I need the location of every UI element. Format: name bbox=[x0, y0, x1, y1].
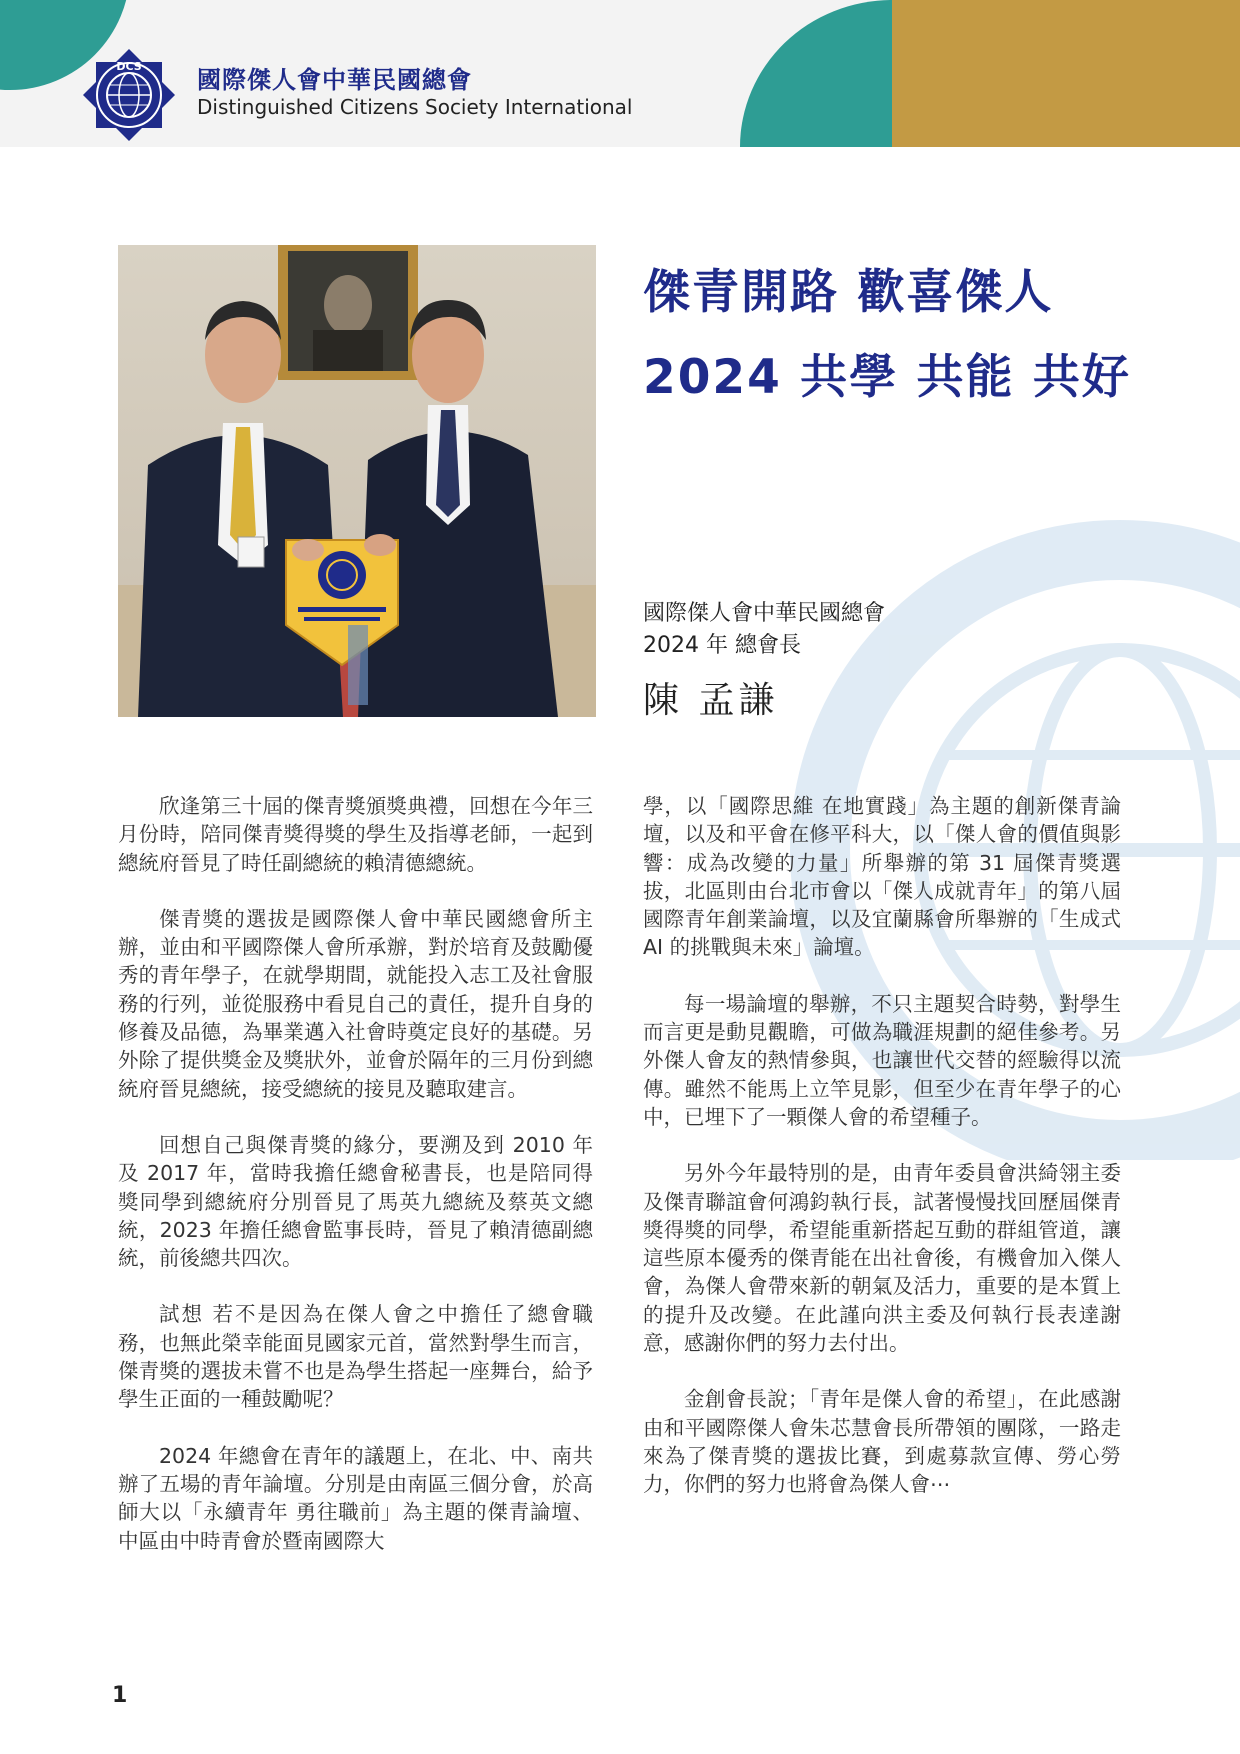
paragraph-continuation: 學，以「國際思維 在地實踐」為主題的創新傑青論壇，以及和平會在修平科大，以「傑人會的價值與影響：成為改變的力量」所舉辦的第 31 屆傑青獎選拔，北區則由台北市會以「傑人成就青年」的第八屆國際青年創業論壇，以及宜蘭縣會所舉辦的「生成式 AI 的挑戰與未來」論壇。 bbox=[643, 794, 1121, 960]
author-name: 陳 孟謙 bbox=[643, 680, 779, 721]
org-name-chinese: 國際傑人會中華民國總會 bbox=[197, 66, 472, 94]
logo-text: DCS bbox=[116, 60, 142, 73]
article-title-line2: 2024 共學 共能 共好 bbox=[643, 350, 1131, 405]
header-band bbox=[0, 0, 1240, 147]
paragraph: 回想自己與傑青獎的緣分，要溯及到 2010 年及 2017 年，當時我擔任總會秘書長，也是陪同得獎同學到總統府分別晉見了馬英九總統及蔡英文總統，2023 年擔任總會監事長時，晉見了賴清德副總統，前後總共四次。 bbox=[118, 1132, 593, 1271]
paragraph: 每一場論壇的舉辦，不只主題契合時勢，對學生而言更是動見觀瞻，可做為職涯規劃的絕佳參考。另外傑人會友的熱情參與，也讓世代交替的經驗得以流傳。雖然不能馬上立竿見影，但至少在青年學子的心中，已埋下了一顆傑人會的希望種子。 bbox=[643, 991, 1121, 1129]
left-column bbox=[118, 792, 593, 1583]
header-gold-block bbox=[892, 0, 1240, 147]
paragraph: 欣逢第三十屆的傑青獎頒獎典禮，回想在今年三月份時，陪同傑青獎得獎的學生及指導老師，一起到總統府晉見了時任副總統的賴清德總統。 bbox=[118, 794, 593, 875]
paragraph: 另外今年最特別的是，由青年委員會洪綺翎主委及傑青聯誼會何鴻鈞執行長，試著慢慢找回歷屆傑青獎得獎的同學，希望能重新搭起互動的群組管道，讓這些原本優秀的傑青能在出社會後，有機會加入傑人會，為傑人會帶來新的朝氣及活力，重要的是本質上的提升及改變。在此謹向洪主委及何執行長表達謝意，感謝你們的努力去付出。 bbox=[643, 1161, 1121, 1356]
paragraph: 金創會長說；「青年是傑人會的希望」，在此感謝由和平國際傑人會朱芯慧會長所帶領的團隊，一路走來為了傑青獎的選拔比賽，到處募款宣傳、勞心勞力，你們的努力也將會為傑人會⋯ bbox=[643, 1387, 1121, 1497]
article-title-line1: 傑青開路 歡喜傑人 bbox=[643, 265, 1054, 320]
author-role: 2024 年 總會長 bbox=[643, 633, 801, 658]
right-column bbox=[643, 792, 1121, 1527]
page-number: 1 bbox=[112, 1683, 128, 1708]
paragraph: 試想 若不是因為在傑人會之中擔任了總會職務，也無此榮幸能面見國家元首，當然對學生而言，傑青獎的選拔未嘗不也是為學生搭起一座舞台，給予學生正面的一種鼓勵呢？ bbox=[118, 1302, 593, 1412]
paragraph: 傑青獎的選拔是國際傑人會中華民國總會所主辦，並由和平國際傑人會所承辦，對於培育及鼓勵優秀的青年學子，在就學期間，就能投入志工及社會服務的行列，並從服務中看見自己的責任，提升自身的修養及品德，為畢業邁入社會時奠定良好的基礎。另外除了提供獎金及獎狀外，並會於隔年的三月份到總統府晉見總統，接受總統的接見及聽取建言。 bbox=[118, 906, 593, 1101]
paragraph: 2024 年總會在青年的議題上，在北、中、南共辦了五場的青年論壇。分別是由南區三個分會，於高師大以「永續青年 勇往職前」為主題的傑青論壇、中區由中時青會於暨南國際大 bbox=[118, 1443, 593, 1553]
author-organization: 國際傑人會中華民國總會 bbox=[643, 601, 886, 626]
org-name-english: Distinguished Citizens Society International bbox=[197, 95, 633, 119]
author-block bbox=[643, 598, 885, 662]
dcs-logo-icon bbox=[74, 40, 184, 147]
article-photo bbox=[118, 245, 596, 717]
header-teal-arc bbox=[740, 0, 892, 147]
